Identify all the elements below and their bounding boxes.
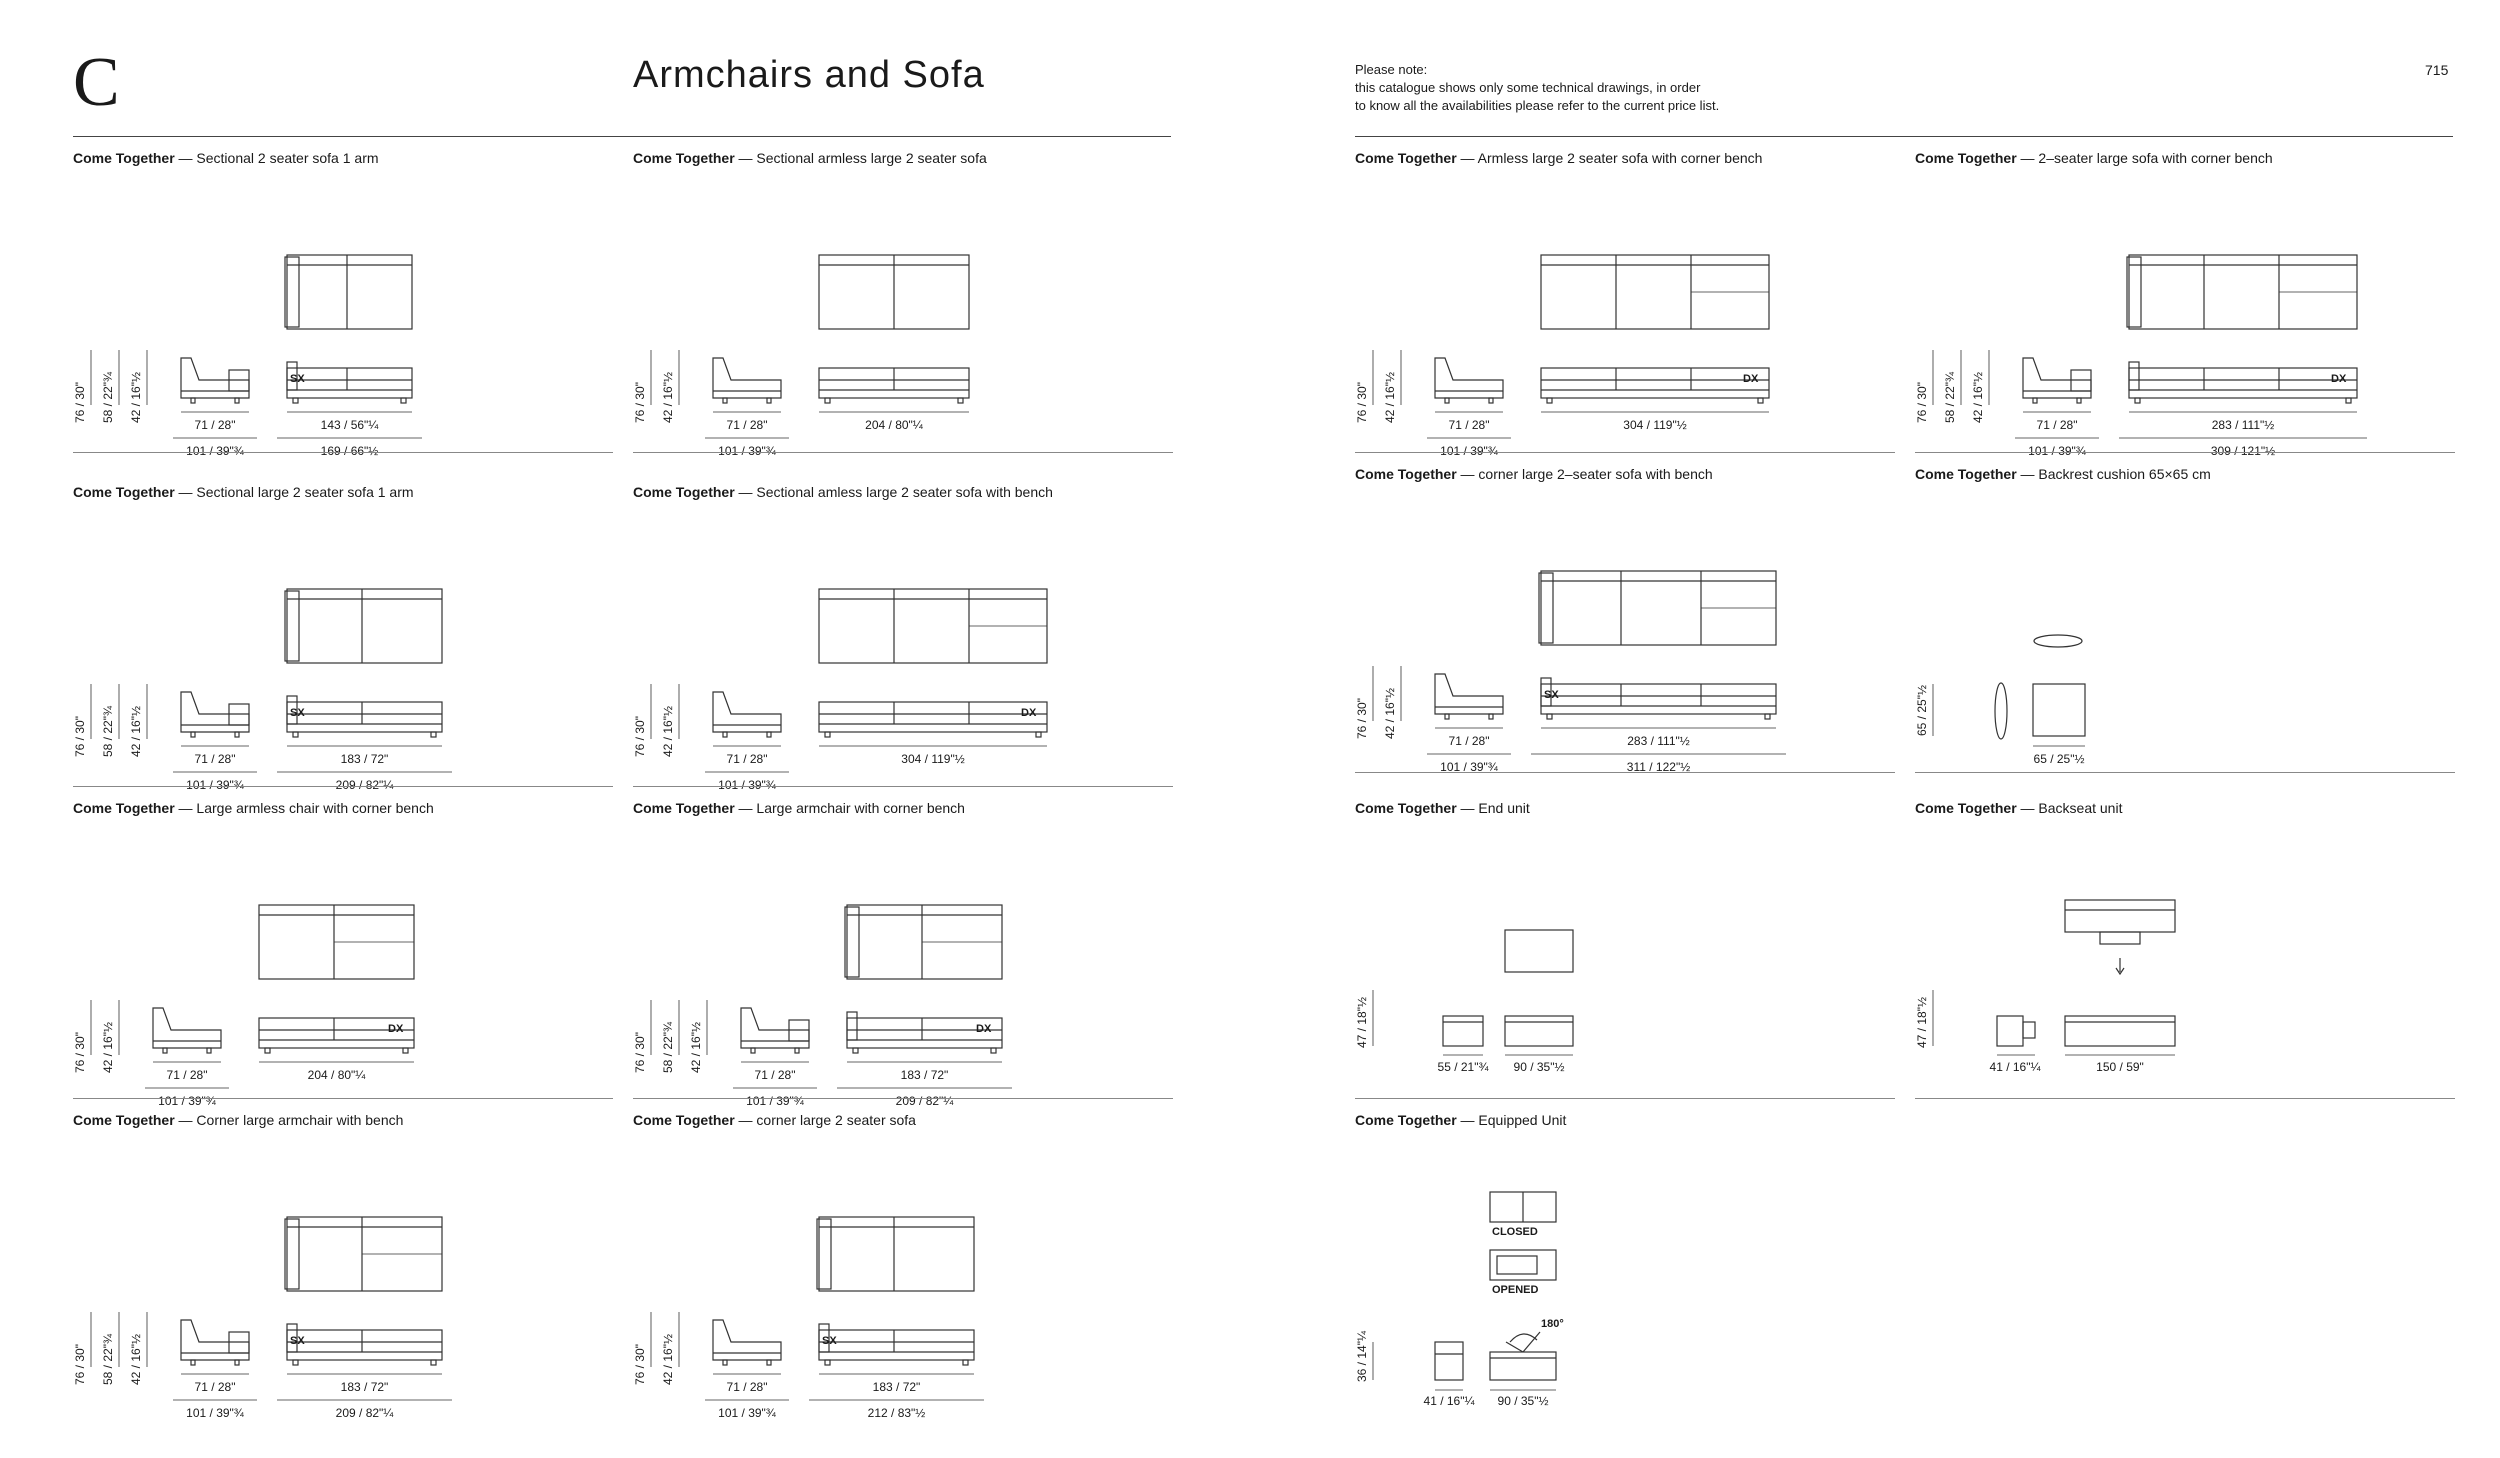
row-separator-left-0 bbox=[73, 452, 613, 453]
sofa-front-foot bbox=[401, 398, 406, 403]
right-height-dim-1-2: 42 / 16"½ bbox=[1971, 372, 1985, 423]
cell-title-5 bbox=[633, 800, 965, 816]
sofa-front-foot bbox=[1765, 714, 1770, 719]
header-rule-right bbox=[1355, 136, 2453, 137]
sofa-side-foot bbox=[1445, 714, 1449, 719]
section-letter: C bbox=[73, 44, 120, 121]
right-depth-total-dim-2: 101 / 39"¾ bbox=[1440, 760, 1498, 774]
end-unit-side bbox=[1443, 1016, 1483, 1046]
backseat-unit-front bbox=[2065, 1016, 2175, 1046]
drawing-end-unit bbox=[1355, 830, 1895, 1130]
brand-name: Come Together bbox=[73, 484, 175, 500]
height-dim-5-1: 58 / 22"¾ bbox=[661, 1022, 675, 1073]
cell-title-4 bbox=[73, 800, 434, 816]
drawing-right-0 bbox=[1355, 180, 1895, 480]
backseat-unit-side bbox=[1997, 1016, 2023, 1046]
width-dim-1: 204 / 80"¼ bbox=[865, 418, 923, 432]
sofa-plan-outline bbox=[287, 589, 442, 663]
equipped-unit-lid bbox=[1523, 1332, 1540, 1352]
sofa-side-profile bbox=[153, 1008, 221, 1048]
right-cell-title-3 bbox=[1915, 466, 2211, 482]
row-separator-right-1 bbox=[1915, 452, 2455, 453]
row-separator-left-3 bbox=[633, 786, 1173, 787]
side-tag-0: SX bbox=[290, 373, 305, 385]
height-dim-5-0: 76 / 30" bbox=[633, 1032, 647, 1073]
side-tag-7: SX bbox=[822, 1335, 837, 1347]
sofa-front-foot bbox=[958, 398, 963, 403]
row-separator-left-5 bbox=[633, 1098, 1173, 1099]
sofa-front-foot bbox=[2346, 398, 2351, 403]
sofa-front-body bbox=[287, 368, 412, 398]
title-dash: — bbox=[734, 150, 757, 166]
width-dim-2: 183 / 72" bbox=[340, 752, 389, 766]
backseat-unit-plan-tray bbox=[2100, 932, 2140, 944]
model-description: corner large 2–seater sofa with bench bbox=[1478, 466, 1713, 482]
sofa-side-profile bbox=[181, 692, 249, 732]
page-title: Armchairs and Sofa bbox=[633, 54, 985, 96]
sofa-side-profile bbox=[181, 1320, 249, 1360]
sofa-front-foot bbox=[265, 1048, 270, 1053]
sofa-plan-outline bbox=[819, 1217, 974, 1291]
title-dash: — bbox=[2016, 150, 2039, 166]
right-depth-dim-0: 71 / 28" bbox=[1448, 418, 1490, 432]
sofa-side-foot bbox=[2033, 398, 2037, 403]
right-width-dim-1: 283 / 111"½ bbox=[2211, 418, 2275, 432]
sofa-front-foot bbox=[825, 1360, 830, 1365]
sofa-side-profile bbox=[713, 1320, 781, 1360]
width-dim-4: 204 / 80"¼ bbox=[307, 1068, 366, 1082]
sofa-side-profile bbox=[1435, 358, 1503, 398]
cell-title-6 bbox=[73, 1112, 403, 1128]
right-depth-total-dim-0: 101 / 39"¾ bbox=[1440, 444, 1498, 458]
height-dim-6-0: 76 / 30" bbox=[73, 1344, 87, 1385]
row-separator-right-0 bbox=[1355, 452, 1895, 453]
sofa-side-profile bbox=[713, 358, 781, 398]
brand-name: Come Together bbox=[1355, 150, 1457, 166]
drawing-left-5 bbox=[633, 830, 1173, 1130]
equipped-unit-depth-dim: 41 / 16"¼ bbox=[1423, 1394, 1475, 1408]
sofa-plan-outline bbox=[287, 255, 412, 329]
sofa-side-foot bbox=[235, 732, 239, 737]
cell-title-3 bbox=[633, 484, 1053, 500]
sofa-front-foot bbox=[991, 1048, 996, 1053]
depth-total-dim-5: 101 / 39"¾ bbox=[746, 1094, 804, 1108]
title-dash: — bbox=[1456, 150, 1478, 166]
row-separator-left-1 bbox=[633, 452, 1173, 453]
height-dim-1-0: 76 / 30" bbox=[633, 382, 647, 423]
backseat-unit-width-dim: 150 / 59" bbox=[2096, 1060, 2144, 1074]
cell-title-0 bbox=[73, 150, 379, 166]
drawing-right-2 bbox=[1355, 496, 1895, 796]
row-separator-left-2 bbox=[73, 786, 613, 787]
model-description: Corner large armchair with bench bbox=[196, 1112, 404, 1128]
drawing-cushion bbox=[1915, 496, 2455, 796]
width-total-dim-6: 209 / 82"¼ bbox=[335, 1406, 394, 1420]
cushion-width-dim: 65 / 25"½ bbox=[2033, 752, 2085, 766]
sofa-side-foot bbox=[723, 1360, 727, 1365]
row-separator-right-mid-1 bbox=[1915, 772, 2455, 773]
side-tag-3: DX bbox=[1021, 707, 1037, 719]
sofa-front-foot bbox=[431, 1360, 436, 1365]
equipped-angle-label: 180° bbox=[1541, 1318, 1564, 1330]
right-height-dim-2-1: 42 / 16"½ bbox=[1383, 688, 1397, 739]
right-cell-title-5 bbox=[1915, 800, 2122, 816]
title-dash: — bbox=[174, 800, 197, 816]
cushion-side-view bbox=[1995, 683, 2007, 739]
row-separator-right-mid-0 bbox=[1355, 772, 1895, 773]
equipped-unit-height-dim: 36 / 14"¼ bbox=[1355, 1331, 1369, 1382]
side-tag-4: DX bbox=[388, 1023, 404, 1035]
height-dim-4-1: 42 / 16"½ bbox=[101, 1022, 115, 1073]
model-description: Large armless chair with corner bench bbox=[196, 800, 434, 816]
cushion-front-view bbox=[2033, 684, 2085, 736]
sofa-front-body bbox=[1541, 368, 1769, 398]
depth-dim-2: 71 / 28" bbox=[194, 752, 236, 766]
backseat-unit-height-dim: 47 / 18"½ bbox=[1915, 997, 1929, 1048]
depth-total-dim-0: 101 / 39"¾ bbox=[186, 444, 244, 458]
depth-dim-3: 71 / 28" bbox=[726, 752, 768, 766]
right-height-dim-2-0: 76 / 30" bbox=[1355, 698, 1369, 739]
width-total-dim-5: 209 / 82"¼ bbox=[895, 1094, 954, 1108]
drawing-left-0 bbox=[73, 180, 613, 480]
width-dim-0: 143 / 56"¼ bbox=[320, 418, 379, 432]
sofa-front-foot bbox=[293, 1360, 298, 1365]
header-rule-left bbox=[73, 136, 1171, 137]
sofa-front-foot bbox=[963, 1360, 968, 1365]
right-height-dim-0-1: 42 / 16"½ bbox=[1383, 372, 1397, 423]
drawing-left-1 bbox=[633, 180, 1173, 480]
sofa-side-foot bbox=[207, 1048, 211, 1053]
equipped-unit-opened bbox=[1490, 1250, 1556, 1280]
sofa-front-foot bbox=[431, 732, 436, 737]
backseat-unit-side-tray bbox=[2023, 1022, 2035, 1038]
equipped-unit-front bbox=[1490, 1352, 1556, 1380]
cell-title-7 bbox=[633, 1112, 916, 1128]
equipped-unit-width-dim: 90 / 35"½ bbox=[1497, 1394, 1549, 1408]
width-total-dim-7: 212 / 83"½ bbox=[867, 1406, 926, 1420]
model-description: Equipped Unit bbox=[1478, 1112, 1567, 1128]
sofa-side-foot bbox=[767, 732, 771, 737]
sofa-side-foot bbox=[723, 398, 727, 403]
side-tag-2: SX bbox=[290, 707, 305, 719]
end-unit-front bbox=[1505, 1016, 1573, 1046]
right-width-total-dim-1: 309 / 121"½ bbox=[2210, 444, 2276, 458]
depth-total-dim-3: 101 / 39"¾ bbox=[718, 778, 776, 792]
sofa-side-profile bbox=[741, 1008, 809, 1048]
brand-name: Come Together bbox=[1355, 466, 1457, 482]
sofa-side-foot bbox=[751, 1048, 755, 1053]
brand-name: Come Together bbox=[1915, 466, 2017, 482]
depth-dim-0: 71 / 28" bbox=[194, 418, 236, 432]
sofa-front-body bbox=[819, 1330, 974, 1360]
end-unit-plan bbox=[1505, 930, 1573, 972]
right-side-tag-1: DX bbox=[2331, 373, 2347, 385]
depth-dim-4: 71 / 28" bbox=[166, 1068, 208, 1082]
sofa-side-profile bbox=[1435, 674, 1503, 714]
right-width-dim-2: 283 / 111"½ bbox=[1627, 734, 1690, 748]
sofa-side-foot bbox=[795, 1048, 799, 1053]
depth-total-dim-6: 101 / 39"¾ bbox=[186, 1406, 244, 1420]
brand-name: Come Together bbox=[1355, 800, 1457, 816]
sofa-front-foot bbox=[293, 732, 298, 737]
model-description: Armless large 2 seater sofa with corner bench bbox=[1477, 150, 1763, 166]
brand-name: Come Together bbox=[633, 150, 735, 166]
depth-dim-5: 71 / 28" bbox=[754, 1068, 796, 1082]
sofa-front-foot bbox=[2135, 398, 2140, 403]
right-width-dim-0: 304 / 119"½ bbox=[1623, 418, 1687, 432]
height-dim-3-0: 76 / 30" bbox=[633, 716, 647, 757]
sofa-side-foot bbox=[2077, 398, 2081, 403]
note-line-2: this catalogue shows only some technical drawings, in order bbox=[1355, 80, 1701, 95]
width-dim-3: 304 / 119"½ bbox=[901, 752, 965, 766]
sofa-side-foot bbox=[723, 732, 727, 737]
sofa-front-foot bbox=[1547, 714, 1552, 719]
brand-name: Come Together bbox=[633, 800, 735, 816]
brand-name: Come Together bbox=[1915, 150, 2017, 166]
right-cell-title-1 bbox=[1915, 150, 2273, 166]
sofa-front-foot bbox=[1036, 732, 1041, 737]
end-unit-depth-dim: 55 / 21"¾ bbox=[1437, 1060, 1489, 1074]
equipped-opened-label: OPENED bbox=[1492, 1284, 1539, 1296]
drawing-left-2 bbox=[73, 514, 613, 814]
depth-total-dim-2: 101 / 39"¾ bbox=[186, 778, 244, 792]
model-description: Sectional armless large 2 seater sofa bbox=[756, 150, 987, 166]
sofa-front-body bbox=[819, 702, 1047, 732]
brand-name: Come Together bbox=[73, 1112, 175, 1128]
depth-total-dim-1: 101 / 39"¾ bbox=[718, 444, 776, 458]
sofa-side-foot bbox=[235, 398, 239, 403]
height-dim-4-0: 76 / 30" bbox=[73, 1032, 87, 1073]
equipped-unit-side bbox=[1435, 1342, 1463, 1380]
title-dash: — bbox=[174, 484, 197, 500]
width-dim-6: 183 / 72" bbox=[340, 1380, 389, 1394]
sofa-side-foot bbox=[1445, 398, 1449, 403]
sofa-front-arm bbox=[847, 1012, 857, 1040]
drawing-backseat-unit bbox=[1915, 830, 2455, 1130]
brand-name: Come Together bbox=[73, 150, 175, 166]
height-dim-1-1: 42 / 16"½ bbox=[661, 372, 675, 423]
brand-name: Come Together bbox=[1355, 1112, 1457, 1128]
right-side-tag-0: DX bbox=[1743, 373, 1759, 385]
sofa-front-foot bbox=[825, 732, 830, 737]
sofa-side-foot bbox=[767, 398, 771, 403]
row-separator-right-2 bbox=[1355, 1098, 1895, 1099]
sofa-side-foot bbox=[1489, 398, 1493, 403]
width-dim-5: 183 / 72" bbox=[900, 1068, 949, 1082]
catalogue-note bbox=[1355, 61, 1719, 115]
drawing-left-4 bbox=[73, 830, 613, 1130]
model-description: Large armchair with corner bench bbox=[756, 800, 965, 816]
right-depth-dim-1: 71 / 28" bbox=[2036, 418, 2078, 432]
title-dash: — bbox=[2016, 466, 2039, 482]
sofa-front-foot bbox=[853, 1048, 858, 1053]
title-dash: — bbox=[734, 484, 757, 500]
width-total-dim-2: 209 / 82"¼ bbox=[335, 778, 394, 792]
right-depth-total-dim-1: 101 / 39"¾ bbox=[2028, 444, 2086, 458]
depth-total-dim-7: 101 / 39"¾ bbox=[718, 1406, 776, 1420]
cushion-height-dim: 65 / 25"½ bbox=[1915, 685, 1929, 736]
sofa-front-body bbox=[2129, 368, 2357, 398]
backseat-unit-plan bbox=[2065, 900, 2175, 932]
height-dim-2-1: 58 / 22"¾ bbox=[101, 706, 115, 757]
model-description: Sectional amless large 2 seater sofa with bench bbox=[756, 484, 1053, 500]
cushion-top-view bbox=[2034, 635, 2082, 647]
right-cell-title-2 bbox=[1355, 466, 1713, 482]
title-dash: — bbox=[1456, 466, 1479, 482]
sofa-front-foot bbox=[293, 398, 298, 403]
height-dim-5-2: 42 / 16"½ bbox=[689, 1022, 703, 1073]
right-cell-title-0 bbox=[1355, 150, 1762, 166]
height-dim-2-2: 42 / 16"½ bbox=[129, 706, 143, 757]
sofa-side-foot bbox=[191, 732, 195, 737]
brand-name: Come Together bbox=[633, 484, 735, 500]
equipped-unit-opened-tray bbox=[1497, 1256, 1537, 1274]
row-separator-left-4 bbox=[73, 1098, 613, 1099]
width-dim-7: 183 / 72" bbox=[872, 1380, 921, 1394]
depth-dim-1: 71 / 28" bbox=[726, 418, 768, 432]
title-dash: — bbox=[174, 150, 197, 166]
drawing-right-1 bbox=[1915, 180, 2455, 480]
side-tag-5: DX bbox=[976, 1023, 992, 1035]
backseat-unit-depth-dim: 41 / 16"¼ bbox=[1989, 1060, 2041, 1074]
note-line-3: to know all the availabilities please refer to the current price list. bbox=[1355, 98, 1720, 113]
height-dim-7-0: 76 / 30" bbox=[633, 1344, 647, 1385]
sofa-front-foot bbox=[825, 398, 830, 403]
height-dim-0-1: 58 / 22"¾ bbox=[101, 372, 115, 423]
cell-title-2 bbox=[73, 484, 414, 500]
right-cell-title-4 bbox=[1355, 800, 1530, 816]
height-dim-0-0: 76 / 30" bbox=[73, 382, 87, 423]
depth-total-dim-4: 101 / 39"¾ bbox=[158, 1094, 216, 1108]
model-description: End unit bbox=[1478, 800, 1530, 816]
drawing-left-7 bbox=[633, 1142, 1173, 1442]
sofa-side-foot bbox=[163, 1048, 167, 1053]
equipped-closed-label: CLOSED bbox=[1492, 1226, 1538, 1238]
title-dash: — bbox=[2016, 800, 2039, 816]
sofa-side-profile bbox=[181, 358, 249, 398]
title-dash: — bbox=[1456, 1112, 1479, 1128]
right-height-dim-1-1: 58 / 22"¾ bbox=[1943, 372, 1957, 423]
title-dash: — bbox=[174, 1112, 197, 1128]
model-description: 2–seater large sofa with corner bench bbox=[2038, 150, 2273, 166]
sofa-front-foot bbox=[1547, 398, 1552, 403]
sofa-side-profile bbox=[713, 692, 781, 732]
row-separator-right-3 bbox=[1915, 1098, 2455, 1099]
right-height-dim-0-0: 76 / 30" bbox=[1355, 382, 1369, 423]
drawing-left-3 bbox=[633, 514, 1173, 814]
sofa-side-foot bbox=[191, 1360, 195, 1365]
page-number: 715 bbox=[2425, 62, 2449, 78]
depth-dim-7: 71 / 28" bbox=[726, 1380, 768, 1394]
height-dim-2-0: 76 / 30" bbox=[73, 716, 87, 757]
title-dash: — bbox=[734, 800, 757, 816]
sofa-side-foot bbox=[767, 1360, 771, 1365]
note-line-1: Please note: bbox=[1355, 62, 1428, 77]
width-total-dim-0: 169 / 66"½ bbox=[320, 444, 379, 458]
drawing-left-6 bbox=[73, 1142, 613, 1442]
height-dim-6-2: 42 / 16"½ bbox=[129, 1334, 143, 1385]
right-cell-title-6 bbox=[1355, 1112, 1566, 1128]
right-height-dim-1-0: 76 / 30" bbox=[1915, 382, 1929, 423]
side-tag-6: SX bbox=[290, 1335, 305, 1347]
right-width-total-dim-2: 311 / 122"½ bbox=[1626, 760, 1691, 774]
brand-name: Come Together bbox=[1915, 800, 2017, 816]
title-dash: — bbox=[1456, 800, 1479, 816]
height-dim-0-2: 42 / 16"½ bbox=[129, 372, 143, 423]
height-dim-7-1: 42 / 16"½ bbox=[661, 1334, 675, 1385]
model-description: corner large 2 seater sofa bbox=[756, 1112, 916, 1128]
sofa-front-body bbox=[1541, 684, 1776, 714]
sofa-side-foot bbox=[235, 1360, 239, 1365]
model-description: Backseat unit bbox=[2038, 800, 2123, 816]
depth-dim-6: 71 / 28" bbox=[194, 1380, 236, 1394]
model-description: Sectional 2 seater sofa 1 arm bbox=[196, 150, 379, 166]
right-depth-dim-2: 71 / 28" bbox=[1448, 734, 1490, 748]
sofa-side-foot bbox=[191, 398, 195, 403]
brand-name: Come Together bbox=[633, 1112, 735, 1128]
end-unit-height-dim: 47 / 18"½ bbox=[1355, 997, 1369, 1048]
sofa-front-body bbox=[287, 702, 442, 732]
model-description: Backrest cushion 65×65 cm bbox=[2038, 466, 2211, 482]
sofa-side-profile bbox=[2023, 358, 2091, 398]
height-dim-6-1: 58 / 22"¾ bbox=[101, 1334, 115, 1385]
equipped-unit-lid-back bbox=[1506, 1342, 1523, 1352]
sofa-front-foot bbox=[1758, 398, 1763, 403]
cell-title-1 bbox=[633, 150, 987, 166]
sofa-front-arm bbox=[2129, 362, 2139, 390]
brand-name: Come Together bbox=[73, 800, 175, 816]
sofa-front-foot bbox=[403, 1048, 408, 1053]
height-dim-3-1: 42 / 16"½ bbox=[661, 706, 675, 757]
right-side-tag-2: SX bbox=[1544, 689, 1559, 701]
sofa-front-body bbox=[287, 1330, 442, 1360]
title-dash: — bbox=[734, 1112, 757, 1128]
sofa-side-foot bbox=[1489, 714, 1493, 719]
end-unit-width-dim: 90 / 35"½ bbox=[1513, 1060, 1565, 1074]
model-description: Sectional large 2 seater sofa 1 arm bbox=[196, 484, 414, 500]
